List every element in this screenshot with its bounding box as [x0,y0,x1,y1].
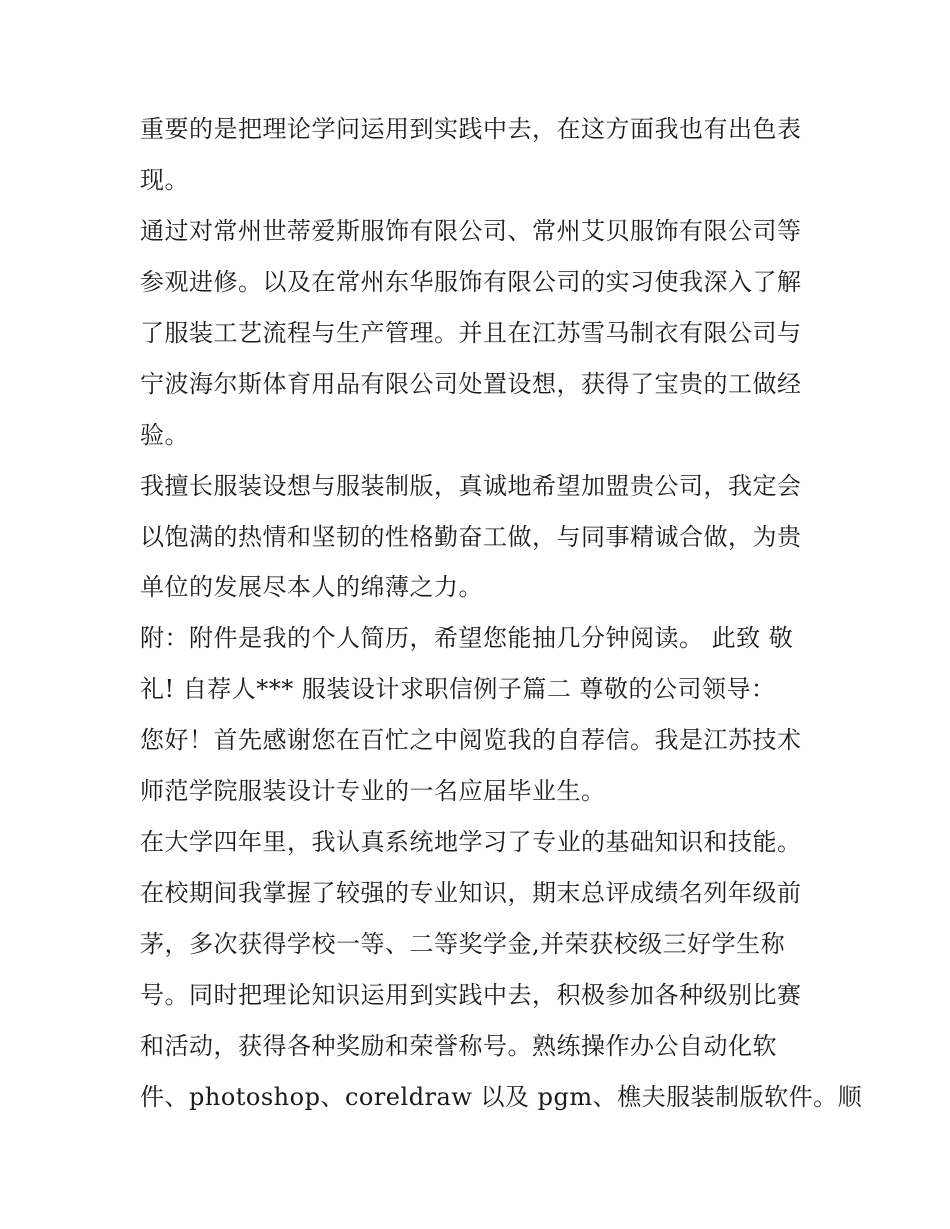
text-line: 附：附件是我的个人简历，希望您能抽几分钟阅读。 此致 敬 [140,624,794,652]
text-line: 您好！首先感谢您在百忙之中阅览我的自荐信。我是江苏技术 [140,726,802,754]
text-line: 号。同时把理论知识运用到实践中去，积极参加各种级别比赛 [140,981,802,1009]
text-line: 我擅长服装设想与服装制版，真诚地希望加盟贵公司，我定会 [140,472,802,500]
text-line: 重要的是把理论学问运用到实践中去，在这方面我也有出色表 [140,115,802,143]
text-line: 师范学院服装设计专业的一名应届毕业生。 [140,777,606,805]
text-line: 了服装工艺流程与生产管理。并且在江苏雪马制衣有限公司与 [140,319,802,347]
text-line: 以饱满的热情和坚韧的性格勤奋工做，与同事精诚合做，为贵 [140,523,802,551]
text-line: 现。 [140,166,189,194]
text-line: 单位的发展尽本人的绵薄之力。 [140,573,483,601]
text-line: 参观进修。以及在常州东华服饰有限公司的实习使我深入了解 [140,268,802,296]
text-line: 礼! 自荐人*** 服装设计求职信例子篇二 尊敬的公司领导： [140,675,776,703]
text-line: 在大学四年里，我认真系统地学习了专业的基础知识和技能。 [140,828,802,856]
text-line: 宁波海尔斯体育用品有限公司处置设想，获得了宝贵的工做经 [140,370,802,398]
text-line: 和活动，获得各种奖励和荣誉称号。熟练操作办公自动化软 [140,1032,777,1060]
text-line: 茅，多次获得学校一等、二等奖学金,并荣获校级三好学生称 [140,930,786,958]
text-line: 件、photoshop、coreldraw 以及 pgm、樵夫服装制版软件。顺 [140,1083,863,1111]
text-line: 验。 [140,421,189,449]
text-line: 在校期间我掌握了较强的专业知识，期末总评成绩名列年级前 [140,879,802,907]
text-line: 通过对常州世蒂爱斯服饰有限公司、常州艾贝服饰有限公司等 [140,217,802,245]
